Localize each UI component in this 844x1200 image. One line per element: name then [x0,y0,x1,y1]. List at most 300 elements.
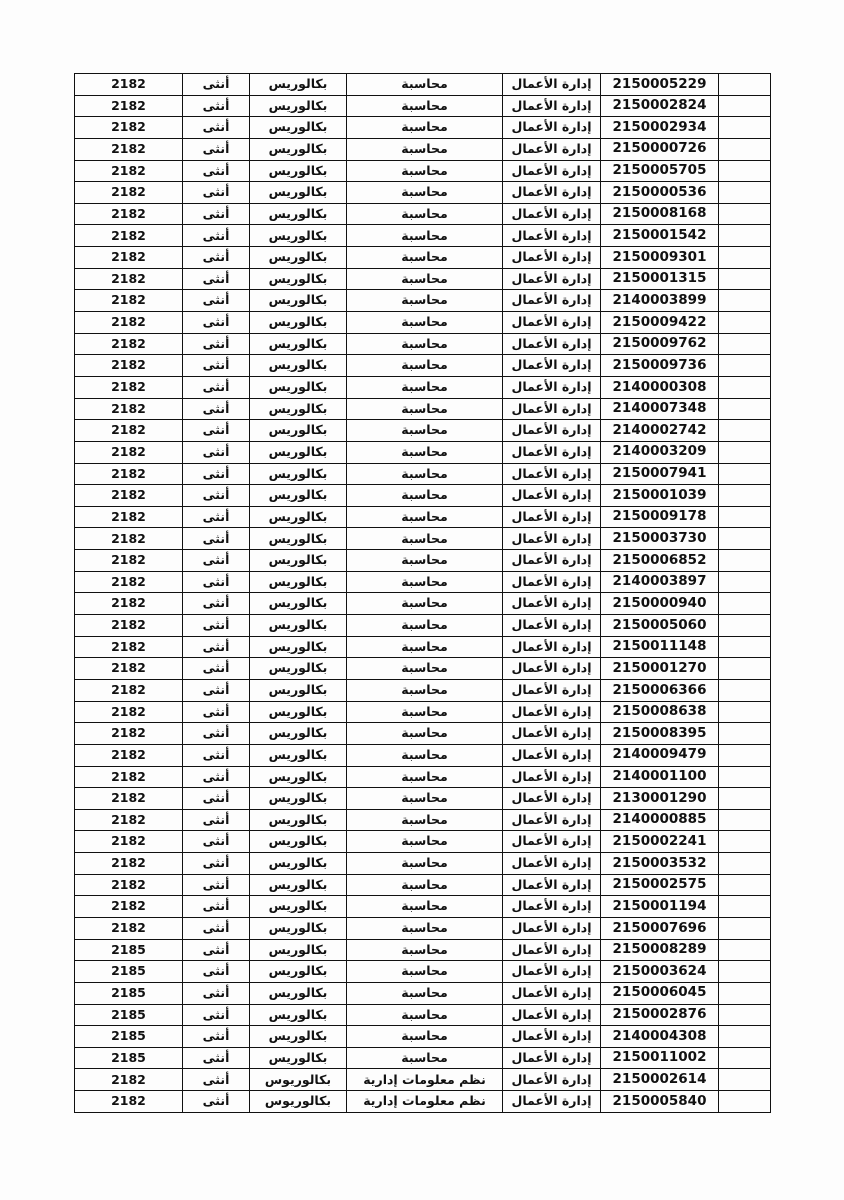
table-row [75,572,771,594]
table-row [75,1005,771,1027]
major-cell: محاسبة [347,204,503,226]
blank-cell [719,377,771,399]
blank-cell [719,550,771,572]
college-cell: إدارة الأعمال [503,788,601,810]
code-cell: 2182 [75,810,183,832]
degree-cell: بكالوريس [250,334,347,356]
major-cell: محاسبة [347,312,503,334]
college-cell: إدارة الأعمال [503,247,601,269]
degree-cell: بكالوريس [250,1048,347,1070]
major-cell: محاسبة [347,355,503,377]
major-cell: محاسبة [347,225,503,247]
major-cell: محاسبة [347,420,503,442]
degree-cell: بكالوريس [250,572,347,594]
degree-cell: بكالوريس [250,355,347,377]
table-row [75,312,771,334]
blank-cell [719,312,771,334]
table-row [75,615,771,637]
table-row [75,702,771,724]
gender-cell: أنثى [183,896,250,918]
blank-cell [719,983,771,1005]
code-cell: 2182 [75,528,183,550]
gender-cell: أنثى [183,204,250,226]
student-id-cell: 2130001290 [601,788,719,810]
degree-cell: بكالوريس [250,896,347,918]
major-cell: نظم معلومات إدارية [347,1069,503,1091]
student-id-cell: 2150008168 [601,204,719,226]
college-cell: إدارة الأعمال [503,1091,601,1113]
gender-cell: أنثى [183,745,250,767]
code-cell: 2182 [75,204,183,226]
table-row [75,788,771,810]
table-row [75,269,771,291]
major-cell: محاسبة [347,269,503,291]
college-cell: إدارة الأعمال [503,615,601,637]
blank-cell [719,161,771,183]
major-cell: محاسبة [347,464,503,486]
degree-cell: بكالوريس [250,745,347,767]
college-cell: إدارة الأعمال [503,485,601,507]
college-cell: إدارة الأعمال [503,1026,601,1048]
blank-cell [719,896,771,918]
blank-cell [719,1005,771,1027]
gender-cell: أنثى [183,875,250,897]
blank-cell [719,485,771,507]
student-id-cell: 2150006852 [601,550,719,572]
college-cell: إدارة الأعمال [503,117,601,139]
gender-cell: أنثى [183,355,250,377]
table-row [75,507,771,529]
table-row [75,442,771,464]
student-id-cell: 2150006045 [601,983,719,1005]
code-cell: 2182 [75,1069,183,1091]
student-id-cell: 2150002614 [601,1069,719,1091]
gender-cell: أنثى [183,810,250,832]
table-row [75,875,771,897]
table-row [75,117,771,139]
degree-cell: بكالوريس [250,290,347,312]
gender-cell: أنثى [183,528,250,550]
student-id-cell: 2140007348 [601,399,719,421]
college-cell: إدارة الأعمال [503,918,601,940]
college-cell: إدارة الأعمال [503,312,601,334]
college-cell: إدارة الأعمال [503,355,601,377]
college-cell: إدارة الأعمال [503,1005,601,1027]
degree-cell: بكالوريس [250,485,347,507]
student-id-cell: 2150011148 [601,637,719,659]
gender-cell: أنثى [183,940,250,962]
blank-cell [719,572,771,594]
blank-cell [719,290,771,312]
student-id-cell: 2150005060 [601,615,719,637]
table-row [75,1069,771,1091]
student-id-cell: 2150001270 [601,658,719,680]
blank-cell [719,269,771,291]
code-cell: 2182 [75,680,183,702]
college-cell: إدارة الأعمال [503,1048,601,1070]
student-id-cell: 2150002934 [601,117,719,139]
table-row [75,247,771,269]
college-cell: إدارة الأعمال [503,507,601,529]
code-cell: 2182 [75,896,183,918]
college-cell: إدارة الأعمال [503,204,601,226]
student-id-cell: 2140001100 [601,767,719,789]
gender-cell: أنثى [183,507,250,529]
blank-cell [719,74,771,96]
table-row [75,918,771,940]
college-cell: إدارة الأعمال [503,896,601,918]
table-row [75,182,771,204]
college-cell: إدارة الأعمال [503,528,601,550]
blank-cell [719,1069,771,1091]
college-cell: إدارة الأعمال [503,139,601,161]
major-cell: محاسبة [347,658,503,680]
code-cell: 2182 [75,269,183,291]
college-cell: إدارة الأعمال [503,702,601,724]
code-cell: 2182 [75,637,183,659]
college-cell: إدارة الأعمال [503,377,601,399]
gender-cell: أنثى [183,117,250,139]
student-id-cell: 2140003209 [601,442,719,464]
code-cell: 2182 [75,334,183,356]
degree-cell: بكالوريس [250,464,347,486]
table-row [75,810,771,832]
major-cell: محاسبة [347,615,503,637]
gender-cell: أنثى [183,420,250,442]
college-cell: إدارة الأعمال [503,810,601,832]
gender-cell: أنثى [183,247,250,269]
college-cell: إدارة الأعمال [503,637,601,659]
table-row [75,334,771,356]
student-id-cell: 2140004308 [601,1026,719,1048]
degree-cell: بكالوريس [250,593,347,615]
college-cell: إدارة الأعمال [503,572,601,594]
student-id-cell: 2150001194 [601,896,719,918]
gender-cell: أنثى [183,767,250,789]
major-cell: محاسبة [347,767,503,789]
degree-cell: بكالوريس [250,161,347,183]
degree-cell: بكالوريس [250,399,347,421]
degree-cell: بكالوريس [250,442,347,464]
college-cell: إدارة الأعمال [503,269,601,291]
table-row [75,355,771,377]
code-cell: 2182 [75,593,183,615]
student-id-cell: 2150006366 [601,680,719,702]
college-cell: إدارة الأعمال [503,464,601,486]
code-cell: 2182 [75,723,183,745]
code-cell: 2185 [75,1005,183,1027]
gender-cell: أنثى [183,788,250,810]
table-row [75,637,771,659]
college-cell: إدارة الأعمال [503,420,601,442]
blank-cell [719,831,771,853]
degree-cell: بكالوريس [250,1026,347,1048]
code-cell: 2182 [75,399,183,421]
gender-cell: أنثى [183,269,250,291]
gender-cell: أنثى [183,680,250,702]
gender-cell: أنثى [183,1026,250,1048]
gender-cell: أنثى [183,312,250,334]
degree-cell: بكالوريس [250,615,347,637]
major-cell: محاسبة [347,399,503,421]
code-cell: 2182 [75,615,183,637]
gender-cell: أنثى [183,290,250,312]
table-row [75,723,771,745]
student-id-cell: 2150007941 [601,464,719,486]
blank-cell [719,788,771,810]
degree-cell: بكالوريس [250,312,347,334]
code-cell: 2182 [75,312,183,334]
degree-cell: بكالوريس [250,420,347,442]
code-cell: 2185 [75,961,183,983]
gender-cell: أنثى [183,442,250,464]
gender-cell: أنثى [183,550,250,572]
student-id-cell: 2150009422 [601,312,719,334]
gender-cell: أنثى [183,1048,250,1070]
degree-cell: بكالوريس [250,810,347,832]
student-id-cell: 2150008638 [601,702,719,724]
gender-cell: أنثى [183,918,250,940]
gender-cell: أنثى [183,399,250,421]
college-cell: إدارة الأعمال [503,1069,601,1091]
gender-cell: أنثى [183,334,250,356]
college-cell: إدارة الأعمال [503,442,601,464]
major-cell: محاسبة [347,810,503,832]
table-row [75,464,771,486]
table-row [75,550,771,572]
major-cell: محاسبة [347,74,503,96]
major-cell: محاسبة [347,442,503,464]
major-cell: محاسبة [347,334,503,356]
student-id-cell: 2150003730 [601,528,719,550]
major-cell: محاسبة [347,161,503,183]
degree-cell: بكالوريس [250,269,347,291]
major-cell: محاسبة [347,853,503,875]
student-id-cell: 2150009736 [601,355,719,377]
student-id-cell: 2150000726 [601,139,719,161]
code-cell: 2182 [75,355,183,377]
degree-cell: بكالوريس [250,182,347,204]
student-id-cell: 2150008289 [601,940,719,962]
table-row [75,1091,771,1113]
student-table [74,73,771,1113]
degree-cell: بكالوريس [250,767,347,789]
major-cell: محاسبة [347,875,503,897]
code-cell: 2182 [75,507,183,529]
gender-cell: أنثى [183,615,250,637]
college-cell: إدارة الأعمال [503,290,601,312]
major-cell: محاسبة [347,117,503,139]
major-cell: محاسبة [347,550,503,572]
gender-cell: أنثى [183,161,250,183]
gender-cell: أنثى [183,637,250,659]
gender-cell: أنثى [183,96,250,118]
blank-cell [719,615,771,637]
major-cell: محاسبة [347,983,503,1005]
degree-cell: بكالوريوس [250,1091,347,1113]
table-row [75,961,771,983]
student-id-cell: 2150005840 [601,1091,719,1113]
college-cell: إدارة الأعمال [503,853,601,875]
degree-cell: بكالوريس [250,680,347,702]
table-row [75,1026,771,1048]
degree-cell: بكالوريس [250,1005,347,1027]
blank-cell [719,528,771,550]
blank-cell [719,745,771,767]
code-cell: 2182 [75,485,183,507]
code-cell: 2182 [75,702,183,724]
gender-cell: أنثى [183,1069,250,1091]
degree-cell: بكالوريس [250,983,347,1005]
table-row [75,896,771,918]
blank-cell [719,918,771,940]
major-cell: محاسبة [347,702,503,724]
blank-cell [719,593,771,615]
student-id-cell: 2150002824 [601,96,719,118]
table-row [75,377,771,399]
student-id-cell: 2150009178 [601,507,719,529]
blank-cell [719,767,771,789]
blank-cell [719,940,771,962]
code-cell: 2182 [75,247,183,269]
blank-cell [719,442,771,464]
blank-cell [719,334,771,356]
code-cell: 2182 [75,853,183,875]
code-cell: 2182 [75,788,183,810]
major-cell: محاسبة [347,1048,503,1070]
degree-cell: بكالوريس [250,853,347,875]
code-cell: 2182 [75,918,183,940]
gender-cell: أنثى [183,139,250,161]
table-row [75,96,771,118]
major-cell: محاسبة [347,247,503,269]
student-id-cell: 2150009301 [601,247,719,269]
blank-cell [719,810,771,832]
code-cell: 2182 [75,182,183,204]
code-cell: 2182 [75,442,183,464]
table-row [75,204,771,226]
code-cell: 2182 [75,377,183,399]
gender-cell: أنثى [183,723,250,745]
college-cell: إدارة الأعمال [503,182,601,204]
gender-cell: أنثى [183,377,250,399]
blank-cell [719,399,771,421]
gender-cell: أنثى [183,831,250,853]
gender-cell: أنثى [183,572,250,594]
code-cell: 2185 [75,1048,183,1070]
table-row [75,940,771,962]
blank-cell [719,204,771,226]
major-cell: محاسبة [347,485,503,507]
student-id-cell: 2150005229 [601,74,719,96]
major-cell: محاسبة [347,940,503,962]
code-cell: 2182 [75,464,183,486]
degree-cell: بكالوريس [250,377,347,399]
blank-cell [719,507,771,529]
blank-cell [719,247,771,269]
degree-cell: بكالوريس [250,74,347,96]
degree-cell: بكالوريس [250,961,347,983]
major-cell: محاسبة [347,139,503,161]
college-cell: إدارة الأعمال [503,875,601,897]
college-cell: إدارة الأعمال [503,658,601,680]
code-cell: 2182 [75,550,183,572]
college-cell: إدارة الأعمال [503,961,601,983]
degree-cell: بكالوريس [250,918,347,940]
table-row [75,1048,771,1070]
gender-cell: أنثى [183,983,250,1005]
college-cell: إدارة الأعمال [503,74,601,96]
blank-cell [719,420,771,442]
code-cell: 2182 [75,831,183,853]
gender-cell: أنثى [183,961,250,983]
student-id-cell: 2150011002 [601,1048,719,1070]
college-cell: إدارة الأعمال [503,680,601,702]
student-id-cell: 2150009762 [601,334,719,356]
code-cell: 2182 [75,420,183,442]
major-cell: محاسبة [347,745,503,767]
code-cell: 2182 [75,161,183,183]
gender-cell: أنثى [183,74,250,96]
student-id-cell: 2150007696 [601,918,719,940]
blank-cell [719,680,771,702]
major-cell: محاسبة [347,1005,503,1027]
blank-cell [719,355,771,377]
blank-cell [719,875,771,897]
degree-cell: بكالوريس [250,831,347,853]
student-id-cell: 2140003899 [601,290,719,312]
degree-cell: بكالوريس [250,940,347,962]
table-row [75,853,771,875]
student-id-cell: 2150001542 [601,225,719,247]
blank-cell [719,96,771,118]
gender-cell: أنثى [183,658,250,680]
code-cell: 2185 [75,983,183,1005]
table-row [75,767,771,789]
degree-cell: بكالوريس [250,225,347,247]
code-cell: 2182 [75,875,183,897]
degree-cell: بكالوريس [250,507,347,529]
table-row [75,399,771,421]
degree-cell: بكالوريس [250,528,347,550]
table-row [75,831,771,853]
major-cell: محاسبة [347,723,503,745]
student-id-cell: 2150001039 [601,485,719,507]
student-id-cell: 2140002742 [601,420,719,442]
major-cell: محاسبة [347,96,503,118]
student-id-cell: 2150002575 [601,875,719,897]
table-row [75,593,771,615]
college-cell: إدارة الأعمال [503,399,601,421]
student-id-cell: 2150002241 [601,831,719,853]
code-cell: 2182 [75,225,183,247]
degree-cell: بكالوريس [250,788,347,810]
student-id-cell: 2150000536 [601,182,719,204]
table-row [75,983,771,1005]
major-cell: محاسبة [347,182,503,204]
blank-cell [719,1091,771,1113]
code-cell: 2182 [75,745,183,767]
gender-cell: أنثى [183,853,250,875]
college-cell: إدارة الأعمال [503,767,601,789]
college-cell: إدارة الأعمال [503,550,601,572]
student-id-cell: 2150003624 [601,961,719,983]
college-cell: إدارة الأعمال [503,334,601,356]
degree-cell: بكالوريس [250,723,347,745]
student-id-cell: 2140009479 [601,745,719,767]
blank-cell [719,961,771,983]
gender-cell: أنثى [183,225,250,247]
